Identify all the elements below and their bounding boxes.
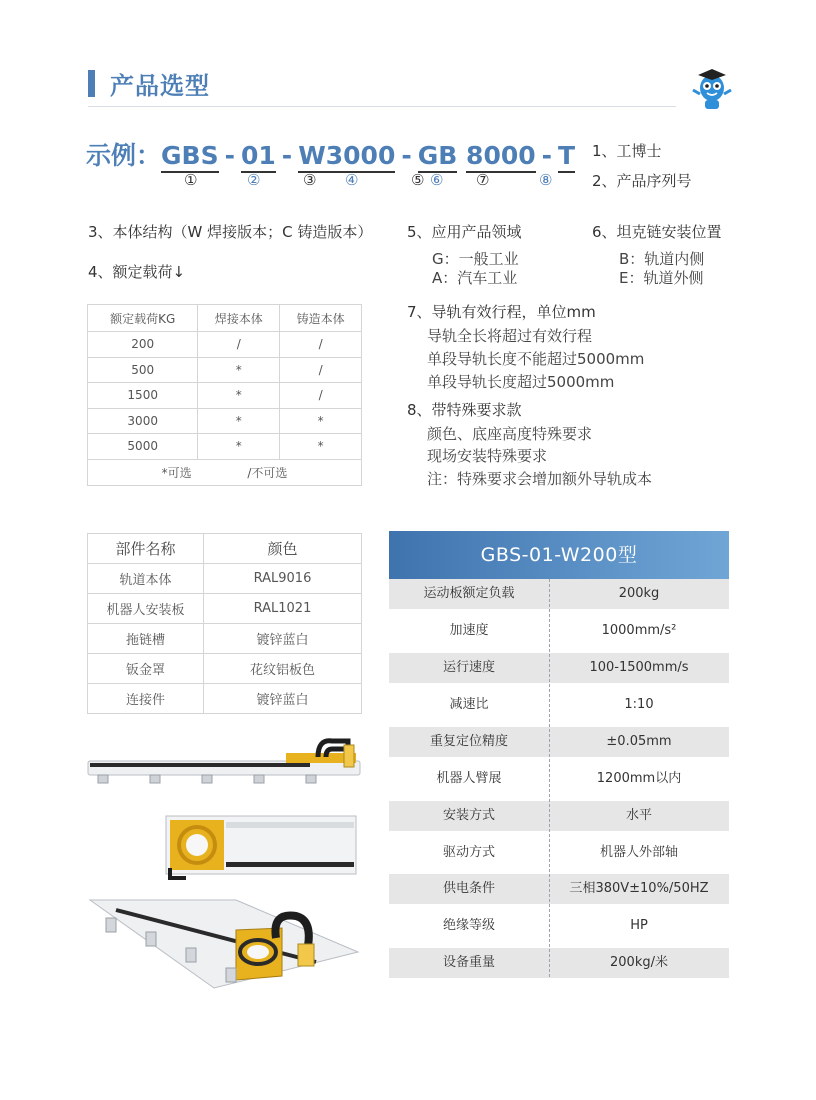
legend-item-4: 4、额定载荷↓	[88, 263, 186, 281]
spec-row	[389, 653, 729, 683]
robot-track-side-view-image	[86, 735, 362, 793]
table-row	[88, 408, 362, 434]
table-cell: /	[280, 383, 362, 409]
circled-number-2: ②	[247, 171, 261, 189]
spec-row	[389, 764, 729, 794]
stroke-note-2: 单段导轨长度不能超过5000mm	[427, 350, 645, 368]
code-part-serial: 01	[241, 141, 276, 173]
spec-key: 机器人臂展	[436, 771, 502, 786]
spec-key: 设备重量	[442, 955, 495, 970]
legend-item-8: 8、带特殊要求款	[407, 401, 522, 419]
table-cell: /	[198, 332, 280, 358]
spec-row	[389, 838, 729, 868]
table-cell: 轨道本体	[88, 564, 204, 594]
spec-value: 1:10	[624, 697, 654, 712]
table-cell: 3000	[88, 408, 198, 434]
circled-number-7: ⑦	[476, 171, 490, 189]
spec-key: 加速度	[449, 623, 489, 638]
mascot-icon	[690, 64, 734, 112]
field-general: G：一般工业	[432, 250, 519, 268]
circled-number-6: ⑥	[430, 171, 444, 189]
spec-key: 运行速度	[442, 660, 495, 675]
table-note-row	[88, 459, 362, 485]
spec-key: 安装方式	[442, 808, 495, 823]
table-cell: /	[280, 332, 362, 358]
table-row	[88, 624, 362, 654]
circled-number-3: ③	[303, 171, 317, 189]
table-row	[88, 383, 362, 409]
table-cell: *	[280, 408, 362, 434]
table-cell: 镀锌蓝白	[204, 624, 362, 654]
table-row	[88, 357, 362, 383]
code-dash: -	[224, 141, 235, 170]
table-cell: *	[198, 357, 280, 383]
spec-key: 绝缘等级	[442, 918, 495, 933]
title-accent-bar	[88, 70, 95, 97]
table-cell: 钣金罩	[88, 654, 204, 684]
table-header: 焊接本体	[198, 305, 280, 332]
table-cell: 200	[88, 332, 198, 358]
spec-row	[389, 579, 729, 609]
circled-number-8: ⑧	[539, 171, 553, 189]
circled-number-1: ①	[184, 171, 198, 189]
spec-row	[389, 727, 729, 757]
spec-row	[389, 874, 729, 904]
spec-key: 驱动方式	[442, 845, 495, 860]
legend-item-7: 7、导轨有效行程，单位mm	[407, 303, 596, 321]
spec-row	[389, 801, 729, 831]
table-cell: 镀锌蓝白	[204, 684, 362, 714]
table-header: 部件名称	[88, 534, 204, 564]
legend-item-6: 6、坦克链安装位置	[592, 223, 722, 241]
circled-number-5: ⑤	[411, 171, 425, 189]
table-cell: *	[198, 408, 280, 434]
spec-value: 1000mm/s²	[601, 623, 677, 638]
spec-value: 1200mm以内	[596, 771, 682, 786]
circled-number-4: ④	[345, 171, 359, 189]
legend-item-1: 1、工博士	[592, 142, 662, 160]
table-cell: 500	[88, 357, 198, 383]
code-part-structure: W	[298, 141, 326, 173]
page-title: 产品选型	[110, 72, 210, 100]
field-auto: A：汽车工业	[432, 269, 518, 287]
legend-item-3: 3、本体结构（W 焊接版本；C 铸造版本）	[88, 223, 373, 241]
table-row	[88, 332, 362, 358]
table-cell: RAL9016	[204, 564, 362, 594]
spec-row	[389, 911, 729, 941]
spec-value: HP	[630, 918, 648, 933]
spec-column-divider	[549, 579, 551, 977]
spec-value: 三相380V±10%/50HZ	[569, 881, 709, 896]
chain-outside: E：轨道外侧	[619, 269, 704, 287]
special-note-1: 颜色、底座高度特殊要求	[427, 425, 593, 443]
code-part-series: GBS	[161, 141, 219, 173]
code-dash: -	[281, 141, 293, 170]
table-header: 颜色	[204, 534, 362, 564]
table-header: 额定载荷KG	[88, 305, 198, 332]
stroke-note-3: 单段导轨长度超过5000mm	[427, 373, 615, 391]
spec-key: 运动板额定负载	[423, 586, 515, 601]
example-prefix: 示例：	[86, 141, 162, 170]
table-cell: RAL1021	[204, 594, 362, 624]
table-header: 铸造本体	[280, 305, 362, 332]
spec-value: 200kg	[618, 586, 660, 601]
table-row	[88, 654, 362, 684]
special-note-2: 现场安装特殊要求	[427, 447, 548, 465]
table-row	[88, 594, 362, 624]
spec-key: 重复定位精度	[429, 734, 508, 749]
spec-title: GBS-01-W200型	[389, 531, 729, 579]
chain-inside: B：轨道内侧	[619, 250, 705, 268]
table-row	[88, 564, 362, 594]
code-part-stroke: 8000	[466, 141, 536, 173]
spec-value: 机器人外部轴	[599, 845, 678, 860]
table-note	[88, 459, 362, 485]
table-cell: 1500	[88, 383, 198, 409]
table-header-row	[88, 534, 362, 564]
spec-row	[389, 948, 729, 978]
parts-color-table	[87, 533, 362, 714]
model-code-example	[86, 136, 575, 173]
spec-value: 水平	[625, 808, 652, 823]
table-cell: *	[198, 434, 280, 460]
table-cell: 机器人安装板	[88, 594, 204, 624]
table-cell: 拖链槽	[88, 624, 204, 654]
table-cell: 连接件	[88, 684, 204, 714]
spec-key: 供电条件	[442, 881, 495, 896]
robot-track-top-view-image	[86, 810, 362, 882]
code-dash: -	[401, 141, 412, 170]
robot-track-perspective-image	[86, 890, 362, 1000]
spec-value: ±0.05mm	[606, 734, 672, 749]
spec-row	[389, 616, 729, 646]
code-dash: -	[541, 141, 553, 170]
table-header-row	[88, 305, 362, 332]
table-cell: 花纹铝板色	[204, 654, 362, 684]
special-note-3: 注：特殊要求会增加额外导轨成本	[427, 470, 653, 488]
table-cell: /	[280, 357, 362, 383]
code-part-load: 3000	[326, 141, 396, 173]
stroke-note-1: 导轨全长将超过有效行程	[427, 327, 593, 345]
code-part-field-chain: GB	[418, 141, 458, 173]
title-divider	[88, 106, 676, 107]
table-row	[88, 434, 362, 460]
spec-key: 减速比	[449, 697, 489, 712]
rated-load-table	[87, 304, 362, 486]
legend-item-2: 2、产品序列号	[592, 172, 692, 190]
legend-item-5: 5、应用产品领域	[407, 223, 522, 241]
spec-value: 100-1500mm/s	[589, 660, 689, 675]
note-optional: *可选	[161, 465, 192, 480]
spec-value: 200kg/米	[610, 955, 668, 970]
table-cell: *	[198, 383, 280, 409]
table-cell: 5000	[88, 434, 198, 460]
spec-row	[389, 690, 729, 720]
table-cell: *	[280, 434, 362, 460]
note-unavailable: /不可选	[247, 465, 288, 480]
code-part-special: T	[558, 141, 575, 173]
table-row	[88, 684, 362, 714]
